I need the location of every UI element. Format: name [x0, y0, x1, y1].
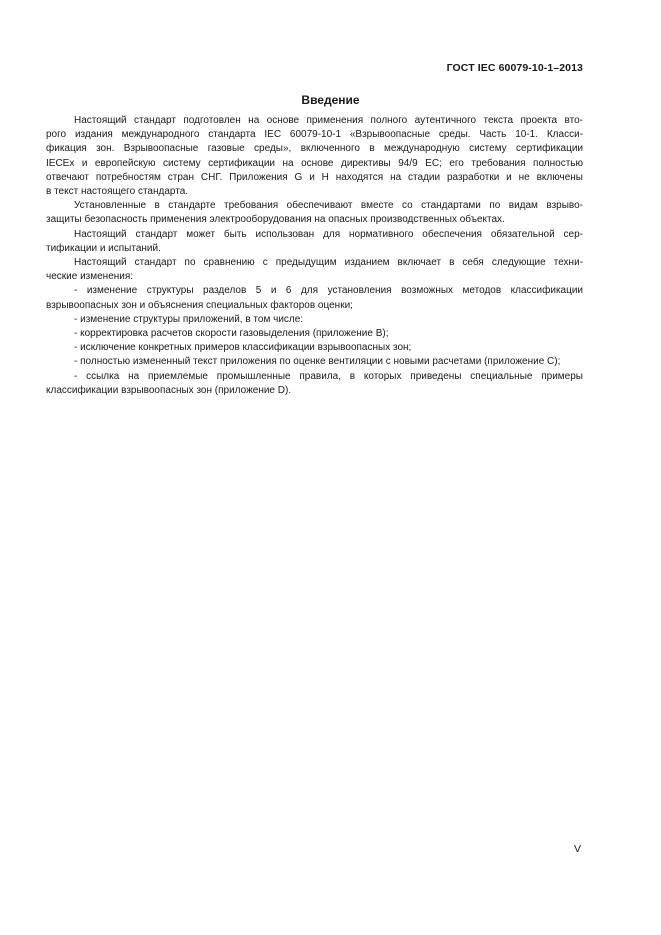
text-line: Настоящий стандарт по сравнению с предыдущим изданием включает в себя следующие техни- — [74, 257, 583, 269]
list-item: - ссылка на приемлемые промышленные правила, в которых приведены специальные примеры — [74, 370, 583, 382]
text-line: Настоящий стандарт подготовлен на основе применения полного аутентичного текста проекта вто- — [74, 115, 583, 126]
list-item: - корректировка расчетов скорости газовыделения (приложение B); — [74, 328, 389, 340]
text-line: IECEx и европейскую систему сертификации на основе директивы 94/9 ЕС; его требования полностью — [46, 157, 583, 169]
list-item: - исключение конкретных примеров классификации взрывоопасных зон; — [74, 342, 412, 354]
text-line: фикация зон. Взрывоопасные газовые среды», включенного в международную систему сертификации — [46, 143, 583, 155]
text-line: защиты безопасность применения электрооборудования на опасных производственных объектах. — [46, 214, 505, 226]
text-line: рого издания международного стандарта IEC 60079-10-1 «Взрывоопасные среды. Часть 10-1. Класси- — [46, 129, 583, 141]
list-item: - полностью измененный текст приложения по оценке вентиляции с новыми расчетами (приложение C); — [74, 356, 561, 368]
list-item: - изменение структуры приложений, в том числе: — [74, 313, 304, 325]
text-line: взрывоопасных зон и объяснения специальных факторов оценки; — [46, 299, 353, 311]
text-line: Установленные в стандарте требования обеспечивают вместе со стандартами по видам взрыво- — [74, 200, 583, 212]
list-item: - изменение структуры разделов 5 и 6 для установления возможных методов классификации — [74, 285, 583, 297]
text-line: тификации и испытаний. — [46, 242, 161, 254]
text-line: классификации взрывоопасных зон (приложение D). — [46, 384, 292, 396]
text-line: отвечают потребностям стран СНГ. Приложения G и H находятся на стадии разработки и не включены — [46, 171, 583, 183]
page-number: V — [573, 843, 581, 855]
body-text — [46, 114, 583, 398]
text-line: ческие изменения: — [46, 271, 134, 283]
text-line: в текст настоящего стандарта. — [46, 186, 189, 198]
document-code: ГОСТ IEC 60079-10-1–2013 — [446, 62, 583, 74]
section-title: Введение — [301, 93, 360, 107]
text-line: Настоящий стандарт может быть использован для нормативного обеспечения обязательной сер- — [74, 228, 583, 240]
